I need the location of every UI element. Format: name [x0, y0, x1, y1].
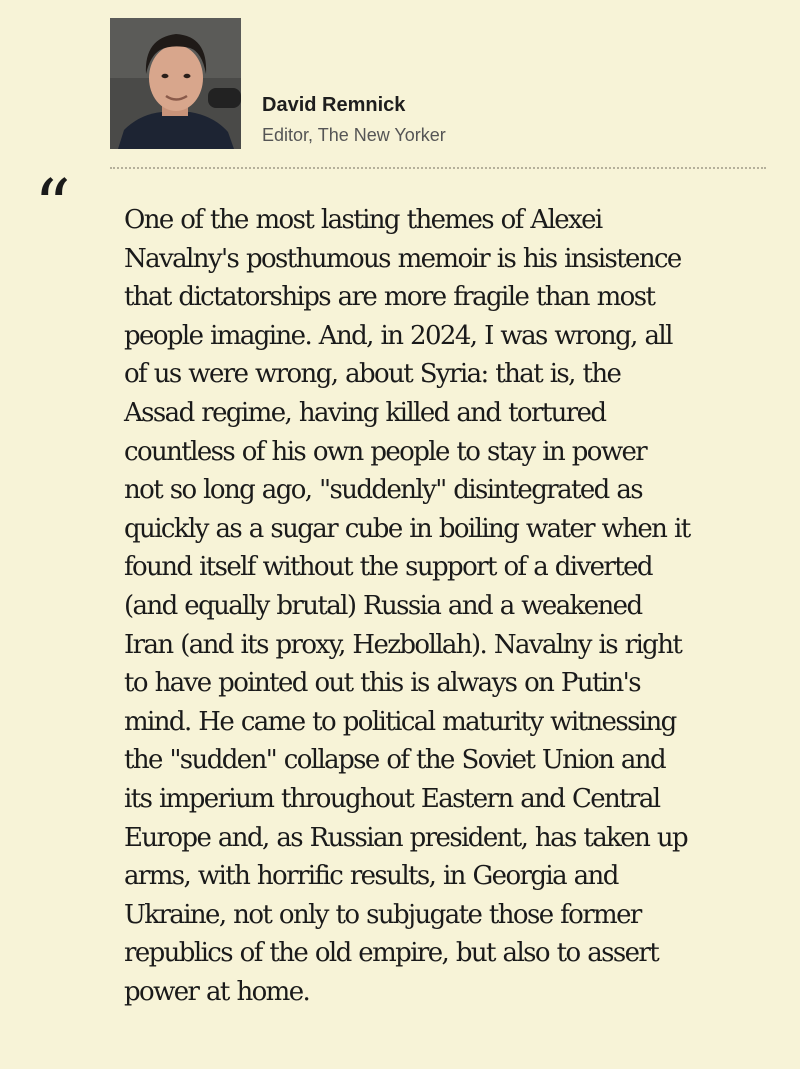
author-avatar	[110, 18, 241, 149]
divider	[110, 167, 766, 169]
quote-line: arms, with horrific results, in Georgia and	[124, 861, 618, 892]
quote-line: Assad regime, having killed and tortured	[124, 397, 606, 428]
quote-line: not so long ago, "suddenly" disintegrated as	[124, 475, 642, 506]
quote-line: found itself without the support of a diverted	[124, 552, 652, 583]
quote-line: mind. He came to political maturity witnessing	[124, 706, 676, 737]
quote-line: its imperium throughout Eastern and Central	[124, 783, 660, 814]
quote-line: Navalny's posthumous memoir is his insistence	[124, 243, 681, 274]
quote-mark-icon: “	[34, 164, 71, 248]
author-name: David Remnick	[262, 94, 406, 116]
quote-line: power at home.	[124, 976, 310, 1007]
quote-line: Ukraine, not only to subjugate those former	[124, 899, 641, 930]
quote-line: quickly as a sugar cube in boiling water when it	[124, 513, 690, 544]
quote-line: people imagine. And, in 2024, I was wrong, all	[124, 320, 672, 351]
author-photo	[110, 18, 241, 149]
author-role: Editor, The New Yorker	[262, 125, 446, 145]
quote-line: Iran (and its proxy, Hezbollah). Navalny is right	[124, 629, 682, 660]
quote-line: One of the most lasting themes of Alexei	[124, 205, 602, 235]
quote-line: (and equally brutal) Russia and a weakened	[124, 590, 642, 621]
quote-line: republics of the old empire, but also to assert	[124, 938, 659, 969]
quote-line: the "sudden" collapse of the Soviet Union and	[124, 745, 665, 776]
quote-line: of us were wrong, about Syria: that is, the	[124, 359, 621, 390]
quote-line: countless of his own people to stay in power	[124, 436, 647, 467]
quote-body	[124, 201, 764, 1011]
author-block	[110, 18, 766, 170]
quote-line: to have pointed out this is always on Putin's	[124, 668, 640, 699]
quote-line: Europe and, as Russian president, has taken up	[124, 822, 688, 853]
quote-line: that dictatorships are more fragile than most	[124, 282, 655, 313]
